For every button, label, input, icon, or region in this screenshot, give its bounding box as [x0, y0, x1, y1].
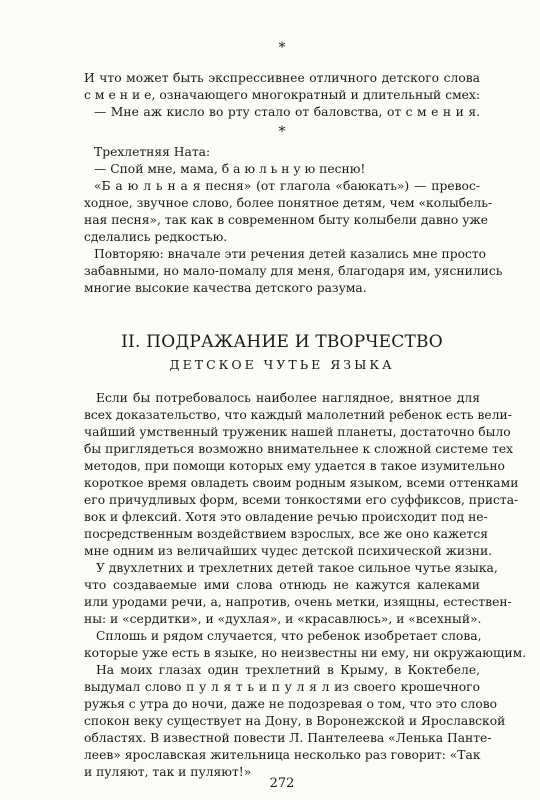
text-line: многие высокие качества детского разума. — [84, 281, 367, 295]
section-title: ДЕТСКОЕ ЧУТЬЕ ЯЗЫКА — [169, 357, 395, 372]
text-line: посредственным воздействием взрослых, все же оно кажется — [84, 527, 488, 541]
text-line: вок и флексий. Хотя это овладение речью происходит под не- — [84, 510, 488, 524]
text-line: чайший умственный труженик нашей планеты, достаточно было — [84, 425, 511, 439]
text-line: ходное, звучное слово, более понятное детям, чем «колыбель- — [84, 196, 493, 210]
text-line: мне одним из величайших чудес детской психической жизни. — [84, 544, 493, 558]
text-line: — Мне аж кисло во рту стало от баловства, от с м е н и я. — [94, 105, 480, 119]
page-number: 272 — [269, 776, 295, 791]
text-line: Трехлетняя Ната: — [94, 145, 211, 159]
text-line: У двухлетних и трехлетних детей такое сильное чутье языка, — [96, 561, 498, 575]
text-line: Повторяю: вначале эти речения детей казались мне просто — [94, 247, 487, 261]
text-line: и пуляют, так и пуляют!» — [84, 765, 252, 779]
text-line: Сплошь и рядом случается, что ребенок изобретает слова, — [96, 629, 482, 643]
chapter-title: II. ПОДРАЖАНИЕ И ТВОРЧЕСТВО — [121, 332, 443, 352]
text-line: что создаваемые ими слова отнюдь не кажутся калеками — [84, 578, 480, 592]
text-line: или уродами речи, а, напротив, очень метки, изящны, естествен- — [84, 595, 512, 609]
text-line: «Б а ю л ь н а я песня» (от глагола «баюкать») — превос- — [94, 179, 480, 193]
text-line: бы приглядеться возможно внимательнее к сложной системе тех — [84, 442, 514, 456]
text-line: Если бы потребовалось наиболее наглядное, внятное для — [96, 391, 480, 405]
text-line: — Спой мне, мама, б а ю л ь н у ю песню! — [94, 162, 366, 176]
section-separator-asterisk: * — [278, 124, 286, 140]
text-line: методов, при помощи которых ему удается в такое изумительно — [84, 459, 505, 473]
text-line: всех доказательство, что каждый малолетний ребенок есть вели- — [84, 408, 512, 422]
text-line: его причудливых форм, всеми тонкостями его суффиксов, приста- — [84, 493, 519, 507]
text-line: сделались редкостью. — [84, 230, 228, 244]
section-separator-asterisk: * — [278, 40, 286, 56]
text-line: ны: и «сердитки», и «духлая», и «красавлюсь», и «всехный». — [84, 612, 482, 626]
text-line: выдумал слово п у л я т ь и п у л я л из своего крошечного — [84, 680, 480, 694]
text-line: областях. В известной повести Л. Пантелеева «Ленька Панте- — [84, 731, 492, 745]
text-line: которые уже есть в языке, но неизвестны ни ему, ни окружающим. — [84, 646, 527, 660]
text-line: спокон веку существует на Дону, в Воронежской и Ярославской — [84, 714, 506, 728]
text-line: короткое время овладеть своим родным языком, всеми оттенками — [84, 476, 519, 490]
text-line: забавными, но мало-помалу для меня, благодаря им, уяснились — [84, 264, 503, 278]
text-line: И что может быть экспрессивнее отличного детского слова — [84, 71, 480, 85]
text-line: леев» ярославская жительница несколько раз говорит: «Так — [84, 748, 481, 762]
text-line: На моих глазах один трехлетний в Крыму, в Коктебеле, — [96, 663, 480, 677]
text-line: ружья с утра до ночи, даже не подозревая о том, что это слово — [84, 697, 498, 711]
text-line: с м е н и е, означающего многократный и длительный смех: — [84, 88, 480, 102]
text-line: ная песня», так как в современном быту колыбели давно уже — [84, 213, 489, 227]
